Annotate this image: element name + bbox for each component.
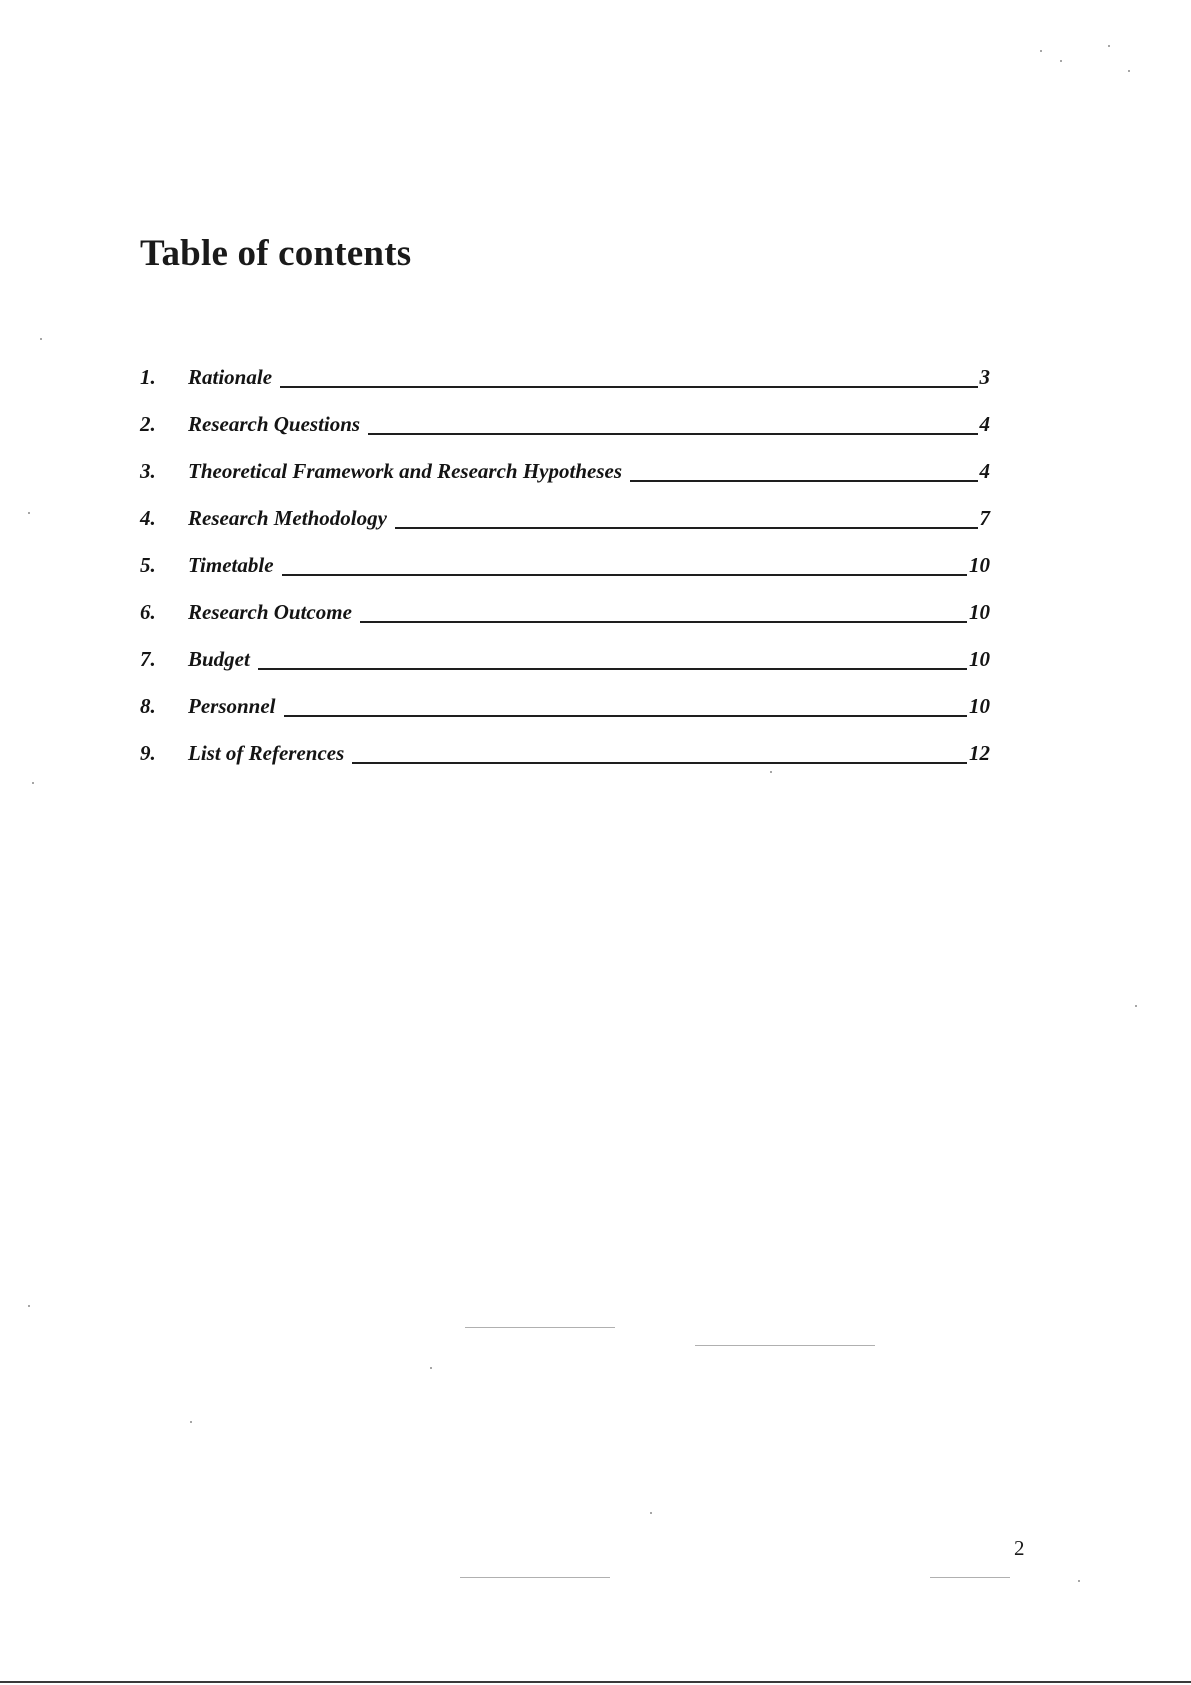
toc-leader-line <box>360 621 967 623</box>
toc-entry-page: 10 <box>969 647 990 671</box>
toc-leader-line <box>282 574 967 576</box>
toc-entry <box>140 577 990 624</box>
page-bottom-rule <box>0 1681 1191 1683</box>
scan-speck <box>650 1512 652 1514</box>
toc-leader-line <box>368 433 977 435</box>
table-of-contents <box>140 342 990 765</box>
toc-entry-page: 4 <box>979 412 990 436</box>
page-title: Table of contents <box>140 233 412 274</box>
toc-entry-number: 7. <box>140 647 156 671</box>
toc-entry <box>140 718 990 765</box>
toc-entry-title: Theoretical Framework and Research Hypotheses <box>188 459 622 483</box>
scan-speck <box>1040 50 1042 52</box>
toc-entry <box>140 342 990 389</box>
toc-leader-line <box>395 527 978 529</box>
page-number: 2 <box>1014 1536 1025 1560</box>
toc-entry-number: 2. <box>140 412 156 436</box>
toc-entry-page: 4 <box>979 459 990 483</box>
toc-leader-line <box>284 715 967 717</box>
toc-entry-page: 12 <box>969 741 990 765</box>
toc-entry-title: Research Questions <box>188 412 361 436</box>
scan-speck <box>770 771 772 773</box>
scan-speck <box>28 512 30 514</box>
toc-entry-page: 10 <box>969 694 990 718</box>
toc-leader-line <box>630 480 978 482</box>
toc-entry-number: 9. <box>140 741 156 765</box>
scan-dash <box>930 1577 1010 1578</box>
toc-entry-number: 6. <box>140 600 156 624</box>
toc-entry <box>140 436 990 483</box>
toc-entry-number: 4. <box>140 506 156 530</box>
toc-entry <box>140 483 990 530</box>
toc-entry <box>140 389 990 436</box>
toc-leader-line <box>280 386 977 388</box>
toc-entry-number: 5. <box>140 553 156 577</box>
toc-entry-number: 8. <box>140 694 156 718</box>
toc-entry-title: List of References <box>188 741 345 765</box>
scan-dash <box>460 1577 610 1578</box>
toc-entry-title: Research Outcome <box>188 600 352 624</box>
scan-dash <box>695 1345 875 1346</box>
scan-speck <box>430 1367 432 1369</box>
toc-entry-title: Research Methodology <box>188 506 387 530</box>
toc-leader-line <box>258 668 967 670</box>
scan-speck <box>32 782 34 784</box>
toc-entry-page: 10 <box>969 600 990 624</box>
scan-speck <box>1128 70 1130 72</box>
toc-entry <box>140 530 990 577</box>
scan-dash <box>465 1327 615 1328</box>
scan-speck <box>28 1305 30 1307</box>
scan-speck <box>1108 45 1110 47</box>
toc-entry-title: Timetable <box>188 553 274 577</box>
toc-entry-number: 1. <box>140 365 156 389</box>
toc-entry-page: 3 <box>979 365 990 389</box>
toc-entry-title: Budget <box>188 647 250 671</box>
toc-entry-title: Rationale <box>188 365 273 389</box>
toc-leader-line <box>352 762 967 764</box>
toc-entry <box>140 624 990 671</box>
scan-speck <box>190 1421 192 1423</box>
toc-entry-number: 3. <box>140 459 156 483</box>
scan-speck <box>1060 60 1062 62</box>
toc-entry <box>140 671 990 718</box>
scan-speck <box>40 338 42 340</box>
toc-entry-title: Personnel <box>188 694 276 718</box>
toc-entry-page: 7 <box>979 506 990 530</box>
scan-speck <box>1135 1005 1137 1007</box>
scan-speck <box>1078 1580 1080 1582</box>
toc-entry-page: 10 <box>969 553 990 577</box>
